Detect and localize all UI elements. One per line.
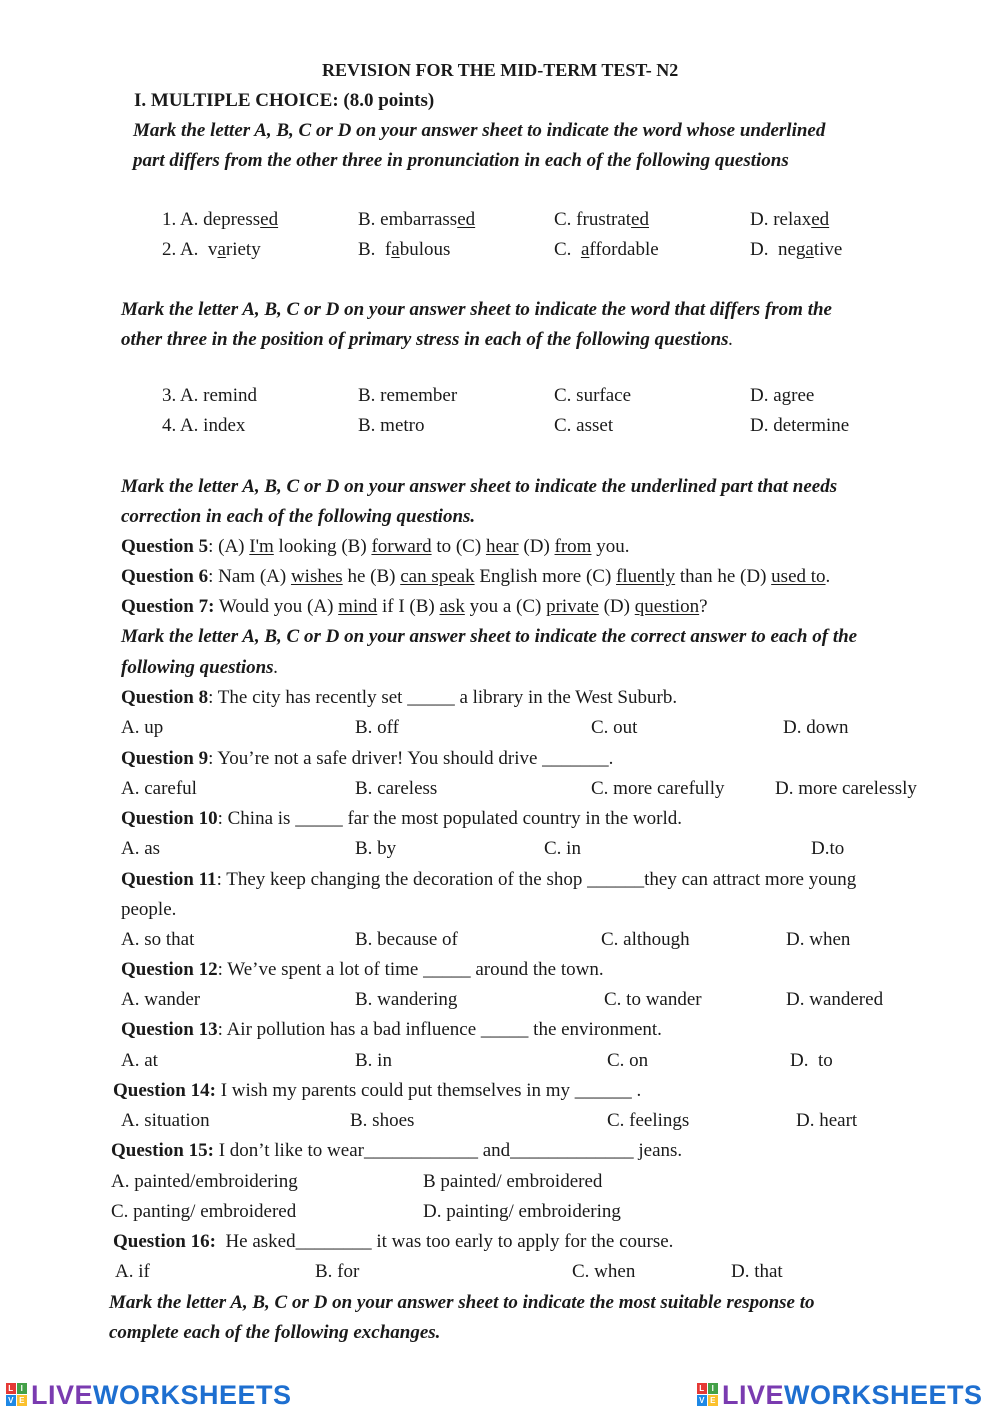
instruction-1-line-1: Mark the letter A, B, C or D on your answer sheet to indicate the word whose underlined	[133, 120, 826, 141]
instruction-4-line-2: following questions.	[121, 657, 279, 678]
q2-option-a: 2. A. variety	[162, 239, 261, 260]
liveworksheets-logo-right[interactable]	[697, 1378, 983, 1412]
instruction-1-line-2: part differs from the other three in pronunciation in each of the following questions	[133, 150, 789, 171]
q16-option-c: C. when	[572, 1261, 636, 1282]
liveworksheets-mark-icon: L I V E	[697, 1383, 719, 1407]
q1-option-c: C. frustrated	[554, 209, 649, 230]
q12-option-a: A. wander	[121, 989, 201, 1010]
q15-option-a: A. painted/embroidering	[111, 1171, 298, 1192]
q9-option-d: D. more carelessly	[775, 778, 917, 799]
instruction-5-line-2: complete each of the following exchanges.	[109, 1322, 441, 1343]
q11-option-a: A. so that	[121, 929, 195, 950]
q9-option-b: B. careless	[355, 778, 438, 799]
q13-option-a: A. at	[121, 1050, 158, 1071]
q16-option-b: B. for	[315, 1261, 360, 1282]
q14-option-b: B. shoes	[350, 1110, 415, 1131]
q11-option-d: D. when	[786, 929, 851, 950]
q2-option-c: C. affordable	[554, 239, 659, 260]
q10-option-b: B. by	[355, 838, 397, 859]
q10-option-d: D.to	[811, 838, 845, 859]
q10-option-c: C. in	[544, 838, 581, 859]
q8-option-a: A. up	[121, 717, 164, 738]
question-11: Question 11: They keep changing the decoration of the shop ______they can attract more young	[121, 869, 857, 890]
q4-option-a: 4. A. index	[162, 415, 246, 436]
question-13: Question 13: Air pollution has a bad influence _____ the environment.	[121, 1019, 662, 1040]
question-5: Question 5: (A) I'm looking (B) forward to (C) hear (D) from you.	[121, 536, 630, 557]
q9-option-a: A. careful	[121, 778, 197, 799]
q1-option-a: 1. A. depressed	[162, 209, 279, 230]
q12-option-b: B. wandering	[355, 989, 458, 1010]
q13-option-d: D. to	[790, 1050, 833, 1071]
q13-option-c: C. on	[607, 1050, 649, 1071]
question-16: Question 16: He asked________ it was too early to apply for the course.	[113, 1231, 674, 1252]
q14-option-d: D. heart	[796, 1110, 858, 1131]
logo-live-text: LIVE	[31, 1379, 94, 1410]
section-heading: I. MULTIPLE CHOICE: (8.0 points)	[134, 90, 435, 111]
liveworksheets-mark-icon: L I V E	[6, 1383, 28, 1407]
q9-option-c: C. more carefully	[591, 778, 725, 799]
q2-option-b: B. fabulous	[358, 239, 451, 260]
page-title: REVISION FOR THE MID-TERM TEST- N2	[322, 60, 679, 80]
logo-live-text: LIVE	[722, 1379, 785, 1410]
q8-option-b: B. off	[355, 717, 399, 738]
q16-option-a: A. if	[115, 1261, 150, 1282]
q16-option-d: D. that	[731, 1261, 783, 1282]
q1-option-b: B. embarrassed	[358, 209, 476, 230]
question-6: Question 6: Nam (A) wishes he (B) can speak English more (C) fluently than he (D) used to.	[121, 566, 831, 587]
q15-option-c: C. panting/ embroidered	[111, 1201, 297, 1222]
q2-option-d: D. negative	[750, 239, 843, 260]
instruction-4-line-1: Mark the letter A, B, C or D on your answer sheet to indicate the correct answer to each of the	[121, 626, 858, 647]
instruction-5-line-1: Mark the letter A, B, C or D on your answer sheet to indicate the most suitable response to	[109, 1292, 815, 1313]
liveworksheets-logo-left[interactable]	[6, 1378, 292, 1412]
q8-option-c: C. out	[591, 717, 638, 738]
q4-option-d: D. determine	[750, 415, 850, 436]
q8-option-d: D. down	[783, 717, 849, 738]
q15-option-b: B painted/ embroidered	[423, 1171, 603, 1192]
q1-option-d: D. relaxed	[750, 209, 830, 230]
q11-option-b: B. because of	[355, 929, 458, 950]
question-7: Question 7: Would you (A) mind if I (B) ask you a (C) private (D) question?	[121, 596, 708, 617]
q13-option-b: B. in	[355, 1050, 392, 1071]
q3-option-b: B. remember	[358, 385, 458, 406]
q3-option-c: C. surface	[554, 385, 632, 406]
instruction-2-line-2: other three in the position of primary stress in each of the following questions.	[121, 329, 734, 350]
instruction-2-line-1: Mark the letter A, B, C or D on your answer sheet to indicate the word that differs from the	[121, 299, 832, 320]
q11-option-c: C. although	[601, 929, 690, 950]
instruction-3-line-1: Mark the letter A, B, C or D on your answer sheet to indicate the underlined part that needs	[121, 476, 838, 497]
q15-option-d: D. painting/ embroidering	[423, 1201, 621, 1222]
question-8: Question 8: The city has recently set _____ a library in the West Suburb.	[121, 687, 678, 708]
q3-option-d: D. agree	[750, 385, 815, 406]
q14-option-a: A. situation	[121, 1110, 210, 1131]
q3-option-a: 3. A. remind	[162, 385, 257, 406]
instruction-3-line-2: correction in each of the following questions.	[121, 506, 476, 527]
question-10: Question 10: China is _____ far the most populated country in the world.	[121, 808, 682, 829]
q4-option-b: B. metro	[358, 415, 425, 436]
q14-option-c: C. feelings	[607, 1110, 690, 1131]
question-11-continued: people.	[121, 899, 177, 920]
question-9: Question 9: You’re not a safe driver! You should drive _______.	[121, 748, 614, 769]
logo-worksheets-text: WORKSHEETS	[93, 1379, 292, 1410]
q10-option-a: A. as	[121, 838, 161, 859]
question-15: Question 15: I don’t like to wear____________ and_____________ jeans.	[111, 1140, 683, 1161]
q12-option-c: C. to wander	[604, 989, 702, 1010]
question-12: Question 12: We’ve spent a lot of time _____ around the town.	[121, 959, 604, 980]
logo-worksheets-text: WORKSHEETS	[784, 1379, 983, 1410]
question-14: Question 14: I wish my parents could put themselves in my ______ .	[113, 1080, 642, 1101]
q4-option-c: C. asset	[554, 415, 614, 436]
q12-option-d: D. wandered	[786, 989, 884, 1010]
